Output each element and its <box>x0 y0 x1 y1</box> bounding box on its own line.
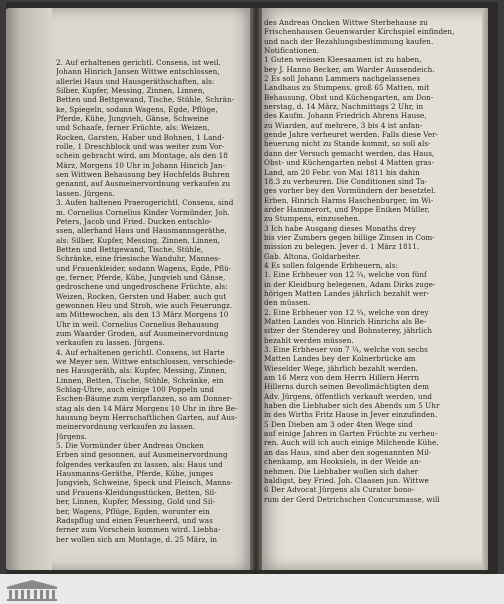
left-page-line: lassen. Jürgens. <box>56 188 115 198</box>
left-page-line: Erben sind gesonnen, auf Ausmeinervordnung <box>56 450 228 460</box>
left-page-line: ge, ferner, Pferde, Kühe, Jungvieh und Gänse, <box>56 272 226 282</box>
left-page-line: allerlei Haus und Hausgeräthschaften, als: <box>56 76 215 86</box>
right-page-line: Land, am 20 Febr. von Mai 1811 bis dahin <box>264 167 420 177</box>
left-page-line: gedroschene und ungedroschene Früchte, als: <box>56 282 228 292</box>
right-page-line: heuerung nicht zu Stande kommt, so soll als- <box>264 139 431 149</box>
left-page-line: sen Wittwen Behausung bey Hochfelds Buhren <box>56 170 230 180</box>
right-page-line: in des Wirths Fritz Hause in Jever einzufinden. <box>264 410 438 420</box>
right-page-line: hörigen Matten Landes jährlich bezahlt wer- <box>264 288 430 298</box>
right-page-line: haben die Liebhaber sich des Abends um 5 Uhr <box>264 401 440 411</box>
right-page-line: 4 Es sollen folgende Erbheuern, als: <box>264 260 398 270</box>
right-page-line: Obst- und Küchengarten nebst 4 Matten gras- <box>264 158 435 168</box>
left-page-line: we Meyer sen. Wittwe entschlossen, verschiede- <box>56 357 236 366</box>
book-gutter <box>250 8 262 570</box>
right-page-line: chenkamp, am Hooksiels, in der Weide an- <box>264 457 422 467</box>
right-page-line: Adv. Jürgens, öffentlich verkauft werden, und <box>264 391 433 401</box>
right-page-line: Wieselder Wege, jährlich bezahlt werden. <box>264 363 418 373</box>
right-page-line: und nach der Bezahlungsbestimmung kaufen. <box>264 36 434 46</box>
left-page-line: Betten und Bettgewand, Tische, Stühle, Schrän- <box>56 95 235 105</box>
right-page-text <box>264 18 482 504</box>
right-page-line: 3. Eine Erbheuer von 7 ¼, welche von sechs <box>264 345 428 355</box>
left-page-line: verkaufen zu lassen. Jürgens. <box>56 338 165 348</box>
left-page-line: folgendes verkaufen zu lassen, als: Haus und <box>56 459 223 469</box>
right-page-line: des Kaufm. Johann Friedrich Ahrens Hause, <box>264 111 427 121</box>
right-page-line: 3 Ich habe Ausgang dieses Monaths drey <box>264 223 417 233</box>
left-page-line: 3. Aufen haltenen Praerogerichtl. Consens, sind <box>56 198 234 208</box>
left-page-line: meinervordnung verkaufen zu lassen. <box>56 422 196 432</box>
left-page-line: Rocken, Garsten, Haber und Bohnen, 1 Land- <box>56 132 225 142</box>
right-page-line: Frischenhausen Geuenwarder Kirchspiel einfinden, <box>264 27 455 37</box>
left-page-line: stag als den 14 März Morgens 10 Uhr in ihre Be- <box>56 403 238 413</box>
left-page-text <box>56 58 246 544</box>
right-page-line: dann der Versuch gemacht werden, das Haus, <box>264 148 435 158</box>
left-page-line: ferner zum Vorschein kommen wird. Liebha- <box>56 525 221 535</box>
right-page-line: zu Stumpens, einzusehen. <box>264 214 361 224</box>
left-page-line: Johann Hinrich Jansen Wittwe entschlossen, <box>56 67 220 77</box>
left-page-line: m. Cornelius Cornelius Kinder Vormünder, Joh. <box>56 207 230 217</box>
right-page-line: sitzer der Stenderey und Bohnsterey, jährlich <box>264 326 433 336</box>
viewer-footer <box>0 574 504 604</box>
right-page-line: Behausung, Obst und Küchengarten, am Don- <box>264 92 434 102</box>
right-page-line: ren. Auch will ich auch einige Milchende Kühe, <box>264 438 439 448</box>
left-page-line: schein gebracht wird, am Montage, als den 18 <box>56 151 228 161</box>
left-page-line: Weizen, Rocken, Gersten und Haber, auch gut <box>56 291 227 301</box>
left-page-line: ber wollen sich am Montage, d. 25 März, in <box>56 534 218 544</box>
right-page-line: 5 Den Dieben am 3 oder 4ten Wege sind <box>264 419 413 429</box>
right-page-line: 1. Eine Erbheuer von 12 ¼, welche von fünf <box>264 270 427 280</box>
left-page-line: und Frauenkleider, sodann Wagens, Egde, Pflü- <box>56 263 232 273</box>
left-page-line: ssen, allerhand Haus und Hausmannsgeräthe, <box>56 226 227 236</box>
left-page-line: Peters, Jacob und Fried. Ducken entschlo- <box>56 216 212 226</box>
right-page-line: Hillerns durch seinen Bevollmächtigten dem <box>264 382 429 392</box>
right-page-line: Erben, Hinrich Harms Haschenburger, im Wi- <box>264 195 434 205</box>
right-page-line: arder Hammerort, und Poppe Eniken Müller, <box>264 204 430 214</box>
right-page-line: in der Kleidburg belegenen, Adam Dirks zuge- <box>264 279 436 289</box>
left-page-line: Schränke, eine friesische Wanduhr, Mannes- <box>56 254 221 264</box>
left-page-line: ber, Linnen, Kupfer, Messing, Gold und Sil- <box>56 497 216 507</box>
right-page-line: Matten Landes bey der Kolnerbrücke am <box>264 354 416 364</box>
right-page-line: nerstag, d. 14 März, Nachmittags 2 Uhr, in <box>264 102 424 112</box>
right-page-line: des Andreas Oncken Wittwe Sterbehause zu <box>264 18 428 27</box>
left-page-line: Pferde, Kühe, Jungvieh, Gänse, Schweine <box>56 114 209 124</box>
right-page-line: am 16 Merz von dem Herrn Hillern Herrn <box>264 373 420 383</box>
right-page-line: zu Wiarden, auf mehrere, 3 bis 4 ist anfan- <box>264 120 423 130</box>
left-page-line: Eschen-Bäume zum verpflanzen, so am Donner- <box>56 394 233 404</box>
right-page-line: Landhaus zu Stumpens, groß 65 Matten, mit <box>264 83 430 93</box>
left-page-line: Jungvieh, Schweine, Speck und Fleisch, Manns- <box>56 478 233 488</box>
right-page-line: 18.3 zu verheuren. Die Conditionen sind Ta- <box>264 176 428 186</box>
left-page-line: 4. Auf erhaltenen gerichtl. Consens, ist Harte <box>56 347 225 357</box>
left-page-line: Schlag-Uhre, auch einige 100 Poppeln und <box>56 385 215 395</box>
right-page-line: gende Jahre verheuret werden. Falls diese Ver- <box>264 130 439 140</box>
left-page-line: Radspflug und einen Feuerheerd, und was <box>56 515 213 525</box>
left-page-line: ber, Wagens, Pflüge, Egden, worunter ein <box>56 506 210 516</box>
left-page-line: Jürgens. <box>56 431 87 441</box>
right-page-line: mission zu belegen. Jever d. 1 März 1811. <box>264 242 420 252</box>
left-page-line: hausung beym Herrschaftlichen Garten, auf Aus- <box>56 413 238 423</box>
left-page-line: Linnen, Betten, Tische, Stühle, Schränke, ein <box>56 375 224 385</box>
library-building-logo <box>4 578 60 602</box>
left-page-line: rolle, 1 Dreschblock und was weiter zum Vor- <box>56 142 225 152</box>
left-page-line: am Mittewochen, als den 13 März Morgens 10 <box>56 310 229 320</box>
right-page-line: an das Haus, sind aber den sogenannten Mil- <box>264 447 432 457</box>
left-page-line: genannt, auf Ausmeinervordnung verkaufen zu <box>56 179 231 189</box>
right-page-line: ges vorher bey den Vormündern der besetztel. <box>264 186 436 196</box>
right-page-line: Gab. Altona, Goldarbeiter. <box>264 251 361 261</box>
right-page-line: nehmen. Die Liebhaber wollen sich daher <box>264 466 419 476</box>
left-page-line: und Schaafe, ferner Früchte, als: Weizen, <box>56 123 210 133</box>
left-page-line: Silber, Kupfer, Messing, Zinnen, Linnen, <box>56 86 205 96</box>
right-page-line: 6 Der Advocat Jürgens als Curator bono- <box>264 485 415 495</box>
left-page-line: 2. Auf erhaltenen gerichtl. Consens, ist weil. <box>56 58 221 67</box>
left-page-line: zum Waarder Groden, auf Ausmeinervordnung <box>56 328 229 338</box>
right-page-line: 2 Es soll Johann Lammers nachgelassenes <box>264 74 421 84</box>
right-page-edge <box>482 8 488 570</box>
right-page-line: 1 Guten weissen Kleesaamen ist zu haben, <box>264 55 422 65</box>
left-page-line: ke, Spiegeln, sodann Wagens, Egde, Pflüge, <box>56 104 218 114</box>
left-page-line: und Frauens-Kleidungsstücken, Betten, Sil- <box>56 487 217 497</box>
right-page-line: bis vier Zumbers gegen billige Zinsen in Com- <box>264 232 435 242</box>
left-page-line: Uhr in weil. Cornelius Cornelius Behausung <box>56 319 219 329</box>
right-page-line: rum der Gerd Detrichschen Concursmasse, will <box>264 494 440 504</box>
right-page-line: Notificationen. <box>264 46 320 56</box>
right-page-line: 2. Eine Erbheuer von 12 ¼, welche von drey <box>264 307 429 317</box>
left-page-edge <box>6 8 52 570</box>
left-page-line: nes Hausgeräth, als: Kupfer, Messing, Zinnen, <box>56 366 227 376</box>
right-page-line: auf einige Jahren in Garten Früchte zu verheu- <box>264 429 438 439</box>
left-page-line: gewonnen Heu und Stroh, wie auch Feuerungz. <box>56 300 233 310</box>
left-page-line: Hausmanns-Geräthe, Pferde, Kühe, junges <box>56 469 214 479</box>
right-page-line: den müssen. <box>264 298 311 308</box>
right-page-line: bey J. Hanno Becker, am Warder Aussendeich. <box>264 64 435 74</box>
left-page-line: März, Morgens 10 Uhr in Johann Hinrich Jan- <box>56 160 225 170</box>
left-page-line: Betten und Bettgewand, Tische, Stühle, <box>56 244 204 254</box>
left-page-line: als: Silber, Kupfer, Messing, Zinnen, Linnen, <box>56 235 220 245</box>
right-page-line: baldigst, bey Fried. Joh. Claasen jun. Wittwe <box>264 475 429 485</box>
left-page-line: 5. Die Vormünder über Andreas Oncken <box>56 441 204 451</box>
right-page-line: Matten Landes von Hinrich Hinrichs als Be- <box>264 317 427 326</box>
right-page-line: bezahlt werden müssen. <box>264 335 354 345</box>
